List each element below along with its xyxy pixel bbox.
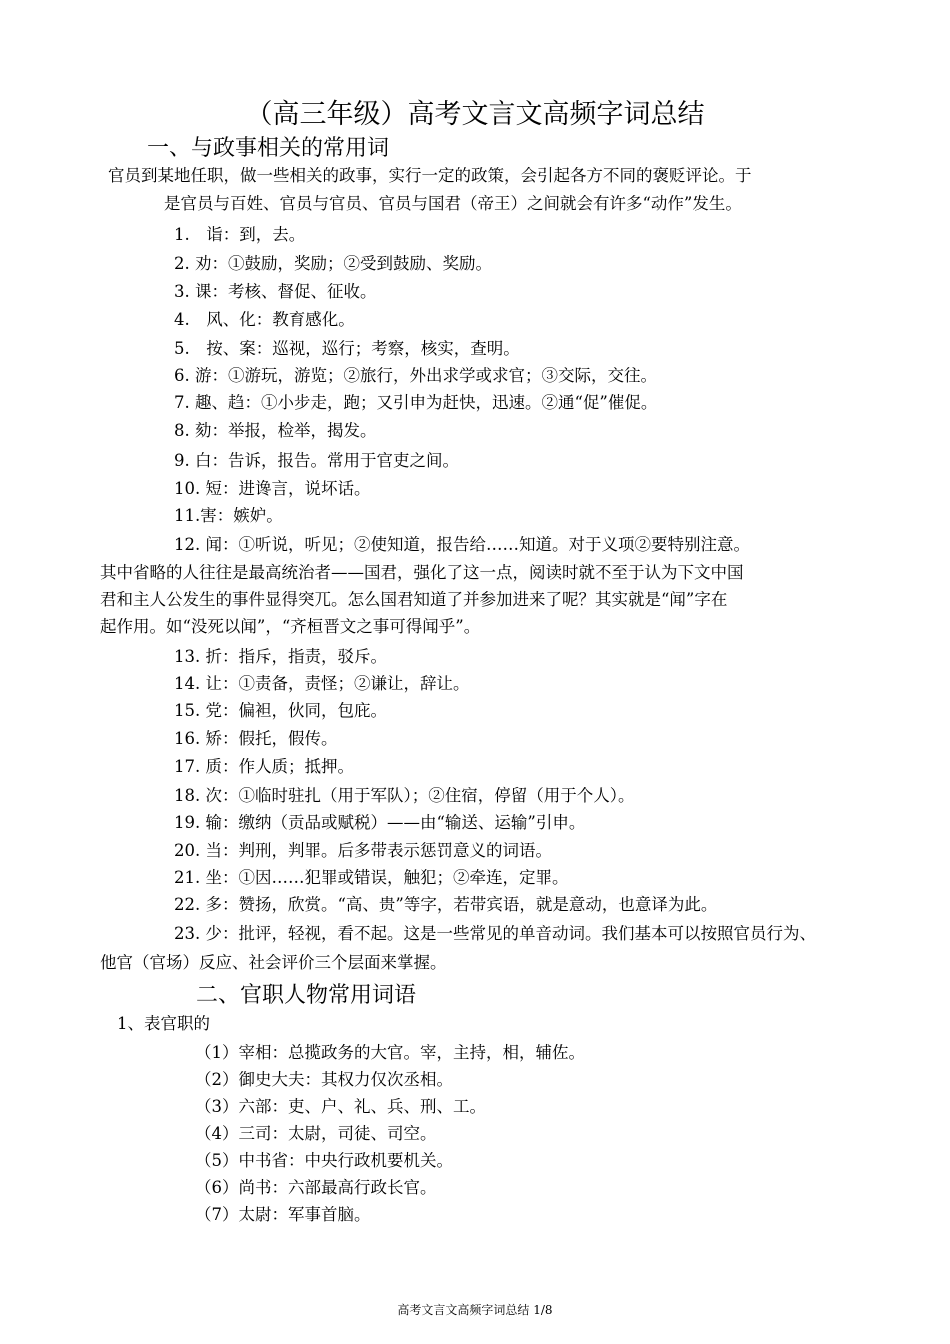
list-item: （6）尚书：六部最高行政长官。	[195, 1178, 437, 1197]
list-item-continuation: 其中省略的人往往是最高统治者——国君，强化了这一点，阅读时就不至于认为下文中国	[100, 563, 744, 582]
subsection-heading: 1、表官职的	[117, 1014, 210, 1033]
section-heading-1: 一、与政事相关的常用词	[147, 136, 390, 161]
list-item: 12. 闻：①听说，听见；②使知道，报告给……知道。对于义项②要特别注意。	[174, 535, 750, 554]
list-item: 23. 少：批评，轻视，看不起。这是一些常见的单音动词。我们基本可以按照官员行为、	[174, 924, 816, 943]
list-item: 2. 劝：①鼓励，奖励；②受到鼓励、奖励。	[174, 254, 492, 273]
list-item: 19. 输：缴纳（贡品或赋税）——由“输送、运输”引申。	[174, 813, 586, 832]
list-item: 15. 党：偏袒，伙同，包庇。	[174, 701, 387, 720]
page-footer: 高考文言文高频字词总结 1/8	[397, 1303, 553, 1317]
list-item: 8. 劾：举报，检举，揭发。	[174, 421, 377, 440]
list-item: （2）御史大夫：其权力仅次丞相。	[195, 1070, 453, 1089]
page-title: （高三年级）高考文言文高频字词总结	[245, 99, 705, 130]
list-item: 5. 按、案：巡视，巡行；考察，核实，查明。	[174, 339, 520, 358]
list-item: 16. 矫：假托，假传。	[174, 729, 338, 748]
list-item-continuation: 他官（官场）反应、社会评价三个层面来掌握。	[100, 953, 447, 972]
list-item: 17. 质：作人质；抵押。	[174, 757, 354, 776]
list-item: 6. 游：①游玩，游览；②旅行，外出求学或求官；③交际，交往。	[174, 366, 657, 385]
list-item-continuation: 起作用。如“没死以闻”，“齐桓晋文之事可得闻乎”。	[100, 617, 481, 636]
list-item: （4）三司：太尉，司徒、司空。	[195, 1124, 437, 1143]
list-item: 10. 短：进谗言，说坏话。	[174, 479, 371, 498]
list-item: （1）宰相：总揽政务的大官。宰，主持，相，辅佐。	[195, 1043, 585, 1062]
list-item: 20. 当：判刑，判罪。后多带表示惩罚意义的词语。	[174, 841, 552, 860]
list-item: 13. 折：指斥，指责，驳斥。	[174, 647, 387, 666]
list-item: 3. 课：考核、督促、征收。	[174, 282, 377, 301]
list-item-continuation: 君和主人公发生的事件显得突兀。怎么国君知道了并参加进来了呢？其实就是“闻”字在	[100, 590, 728, 609]
list-item: 22. 多：赞扬，欣赏。“高、贵”等字，若带宾语，就是意动，也意译为此。	[174, 895, 718, 914]
intro-paragraph-line-1: 官员到某地任职，做一些相关的政事，实行一定的政策，会引起各方不同的褒贬评论。于	[108, 166, 752, 185]
intro-paragraph-line-2: 是官员与百姓、官员与官员、官员与国君（帝王）之间就会有许多“动作”发生。	[164, 194, 742, 213]
list-item: 4. 风、化：教育感化。	[174, 310, 355, 329]
list-item: （7）太尉：军事首脑。	[195, 1205, 371, 1224]
list-item: 11.害：嫉妒。	[174, 506, 283, 525]
list-item: 1. 诣：到，去。	[174, 225, 306, 244]
list-item: 9. 白：告诉，报告。常用于官吏之间。	[174, 451, 459, 470]
list-item: 14. 让：①责备，责怪；②谦让，辞让。	[174, 674, 470, 693]
list-item: 21. 坐：①因……犯罪或错误，触犯；②牵连，定罪。	[174, 868, 569, 887]
list-item: （5）中书省：中央行政机要机关。	[195, 1151, 453, 1170]
section-heading-2: 二、官职人物常用词语	[196, 983, 417, 1008]
list-item: （3）六部：吏、户、礼、兵、刑、工。	[195, 1097, 486, 1116]
list-item: 18. 次：①临时驻扎（用于军队）；②住宿，停留（用于个人）。	[174, 786, 635, 805]
list-item: 7. 趣、趋：①小步走，跑；又引申为赶快，迅速。②通“促”催促。	[174, 393, 658, 412]
